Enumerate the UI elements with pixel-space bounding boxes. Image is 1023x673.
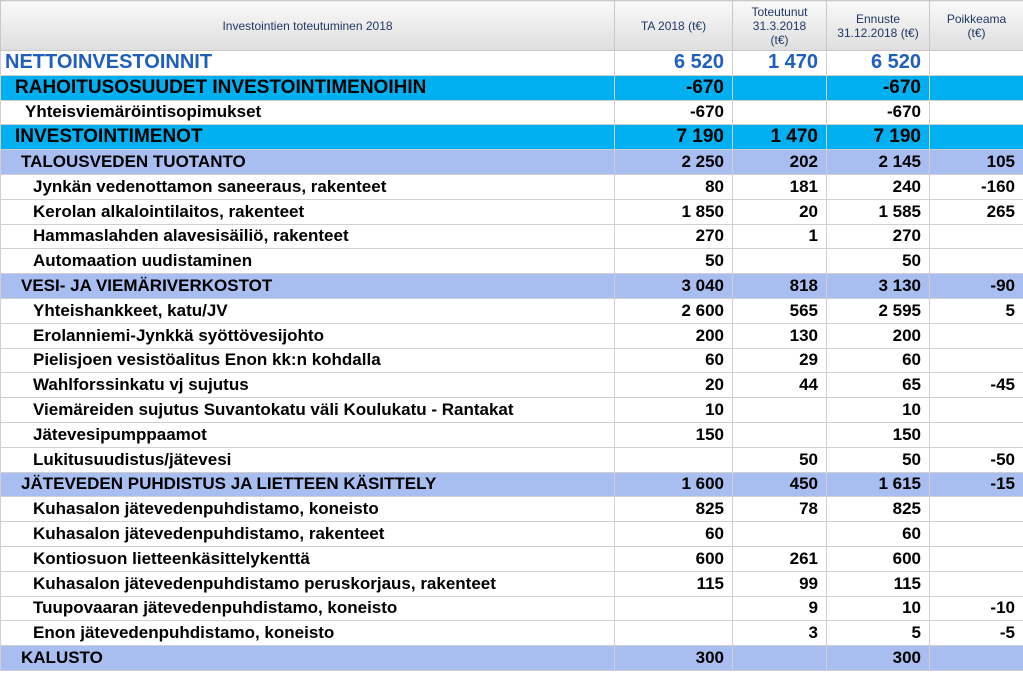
cell-toteutunut <box>733 398 827 423</box>
cell-ta-2018: 270 <box>615 224 733 249</box>
cell-toteutunut: 181 <box>733 174 827 199</box>
cell-ennuste: -670 <box>827 100 930 125</box>
cell-toteutunut: 20 <box>733 199 827 224</box>
row-label: Kerolan alkalointilaitos, rakenteet <box>1 199 615 224</box>
row-label: Lukitusuudistus/jätevesi <box>1 447 615 472</box>
cell-poikkeama <box>930 323 1023 348</box>
cell-toteutunut: 99 <box>733 571 827 596</box>
row-label: TALOUSVEDEN TUOTANTO <box>1 150 615 175</box>
cell-ennuste: 7 190 <box>827 125 930 150</box>
table-row-item <box>1 447 1023 472</box>
cell-poikkeama: -90 <box>930 274 1023 299</box>
table-row-total <box>1 51 1023 76</box>
cell-poikkeama <box>930 571 1023 596</box>
table-row-item <box>1 348 1023 373</box>
row-label: KALUSTO <box>1 646 615 671</box>
cell-poikkeama <box>930 100 1023 125</box>
cell-toteutunut: 3 <box>733 621 827 646</box>
cell-toteutunut: 1 470 <box>733 51 827 76</box>
cell-ta-2018: 115 <box>615 571 733 596</box>
cell-toteutunut <box>733 249 827 274</box>
cell-ta-2018: 60 <box>615 522 733 547</box>
cell-ennuste: 200 <box>827 323 930 348</box>
cell-ta-2018: 825 <box>615 497 733 522</box>
table-row-item <box>1 199 1023 224</box>
cell-poikkeama: -10 <box>930 596 1023 621</box>
cell-toteutunut: 202 <box>733 150 827 175</box>
cell-poikkeama <box>930 422 1023 447</box>
row-label: VESI- JA VIEMÄRIVERKOSTOT <box>1 274 615 299</box>
cell-poikkeama <box>930 646 1023 671</box>
row-label: Tuupovaaran jätevedenpuhdistamo, koneisto <box>1 596 615 621</box>
header-toteutunut-line2: 31.3.2018 <box>752 18 807 33</box>
cell-ennuste: 65 <box>827 373 930 398</box>
table-row-item <box>1 373 1023 398</box>
table-row-major <box>1 125 1023 150</box>
row-label: Enon jätevedenpuhdistamo, koneisto <box>1 621 615 646</box>
header-ennuste-line2: 31.12.2018 (t€) <box>837 25 919 40</box>
header-ta-2018: TA 2018 (t€) <box>615 1 733 51</box>
header-poikkeama-line1: Poikkeama <box>946 11 1007 26</box>
cell-ta-2018: -670 <box>615 75 733 100</box>
row-label: Hammaslahden alavesisäiliö, rakenteet <box>1 224 615 249</box>
cell-ta-2018: -670 <box>615 100 733 125</box>
cell-ta-2018: 600 <box>615 546 733 571</box>
table-row-item <box>1 249 1023 274</box>
table-row-section <box>1 646 1023 671</box>
cell-poikkeama: 265 <box>930 199 1023 224</box>
cell-ennuste: 10 <box>827 596 930 621</box>
cell-ennuste: 300 <box>827 646 930 671</box>
cell-ennuste: 2 145 <box>827 150 930 175</box>
table-row-major <box>1 75 1023 100</box>
row-label: RAHOITUSOSUUDET INVESTOINTIMENOIHIN <box>1 75 615 100</box>
cell-poikkeama: 5 <box>930 298 1023 323</box>
row-label: Kuhasalon jätevedenpuhdistamo, koneisto <box>1 497 615 522</box>
cell-ennuste: 115 <box>827 571 930 596</box>
header-toteutunut-line3: (t€) <box>770 32 789 47</box>
cell-ennuste: 3 130 <box>827 274 930 299</box>
cell-toteutunut <box>733 646 827 671</box>
cell-poikkeama <box>930 51 1023 76</box>
cell-poikkeama: -45 <box>930 373 1023 398</box>
row-label: Automaation uudistaminen <box>1 249 615 274</box>
cell-poikkeama <box>930 546 1023 571</box>
table-row-section <box>1 274 1023 299</box>
cell-toteutunut: 44 <box>733 373 827 398</box>
header-ennuste <box>827 1 930 51</box>
cell-ennuste: 150 <box>827 422 930 447</box>
cell-ennuste: 2 595 <box>827 298 930 323</box>
cell-ta-2018: 50 <box>615 249 733 274</box>
row-label: Viemäreiden sujutus Suvantokatu väli Koulukatu - Rantakat <box>1 398 615 423</box>
row-label: Yhteishankkeet, katu/JV <box>1 298 615 323</box>
cell-ta-2018: 2 600 <box>615 298 733 323</box>
cell-ta-2018: 6 520 <box>615 51 733 76</box>
cell-ta-2018 <box>615 621 733 646</box>
row-label: Pielisjoen vesistöalitus Enon kk:n kohdalla <box>1 348 615 373</box>
cell-ta-2018 <box>615 447 733 472</box>
table-row-item <box>1 497 1023 522</box>
cell-poikkeama <box>930 224 1023 249</box>
cell-toteutunut <box>733 100 827 125</box>
cell-toteutunut: 565 <box>733 298 827 323</box>
cell-poikkeama <box>930 75 1023 100</box>
row-label: Kuhasalon jätevedenpuhdistamo peruskorjaus, rakenteet <box>1 571 615 596</box>
row-label: Yhteisviemäröintisopimukset <box>1 100 615 125</box>
cell-ennuste: 50 <box>827 447 930 472</box>
table-header <box>1 1 1023 51</box>
cell-ta-2018: 60 <box>615 348 733 373</box>
table-row-item <box>1 621 1023 646</box>
cell-toteutunut: 1 470 <box>733 125 827 150</box>
cell-poikkeama: 105 <box>930 150 1023 175</box>
cell-ta-2018 <box>615 596 733 621</box>
cell-ennuste: -670 <box>827 75 930 100</box>
cell-toteutunut: 818 <box>733 274 827 299</box>
cell-ta-2018: 300 <box>615 646 733 671</box>
row-label: Kontiosuon lietteenkäsittelykenttä <box>1 546 615 571</box>
cell-ennuste: 240 <box>827 174 930 199</box>
table-row-item <box>1 398 1023 423</box>
table-row-item <box>1 174 1023 199</box>
table-row-item <box>1 323 1023 348</box>
table-row-item <box>1 422 1023 447</box>
cell-ta-2018: 1 850 <box>615 199 733 224</box>
cell-ta-2018: 20 <box>615 373 733 398</box>
cell-toteutunut: 261 <box>733 546 827 571</box>
table-row-item <box>1 596 1023 621</box>
table-row-item <box>1 522 1023 547</box>
row-label: Jynkän vedenottamon saneeraus, rakenteet <box>1 174 615 199</box>
table-body <box>1 51 1023 671</box>
cell-ta-2018: 200 <box>615 323 733 348</box>
cell-ta-2018: 80 <box>615 174 733 199</box>
cell-ennuste: 10 <box>827 398 930 423</box>
header-title: Investointien toteutuminen 2018 <box>1 1 615 51</box>
cell-toteutunut <box>733 422 827 447</box>
cell-toteutunut: 9 <box>733 596 827 621</box>
cell-poikkeama: -5 <box>930 621 1023 646</box>
cell-ennuste: 1 585 <box>827 199 930 224</box>
row-label: Wahlforssinkatu vj sujutus <box>1 373 615 398</box>
cell-poikkeama <box>930 125 1023 150</box>
cell-poikkeama: -50 <box>930 447 1023 472</box>
row-label: Jätevesipumppaamot <box>1 422 615 447</box>
cell-ta-2018: 150 <box>615 422 733 447</box>
cell-ennuste: 600 <box>827 546 930 571</box>
row-label: Kuhasalon jätevedenpuhdistamo, rakenteet <box>1 522 615 547</box>
cell-ennuste: 6 520 <box>827 51 930 76</box>
cell-toteutunut: 130 <box>733 323 827 348</box>
table-row-section <box>1 150 1023 175</box>
cell-poikkeama <box>930 249 1023 274</box>
cell-ennuste: 270 <box>827 224 930 249</box>
table-row-item <box>1 571 1023 596</box>
table-row-item <box>1 546 1023 571</box>
cell-toteutunut: 78 <box>733 497 827 522</box>
cell-poikkeama: -15 <box>930 472 1023 497</box>
cell-poikkeama: -160 <box>930 174 1023 199</box>
cell-poikkeama <box>930 522 1023 547</box>
cell-ennuste: 825 <box>827 497 930 522</box>
row-label: INVESTOINTIMENOT <box>1 125 615 150</box>
cell-toteutunut: 29 <box>733 348 827 373</box>
cell-ennuste: 60 <box>827 522 930 547</box>
cell-poikkeama <box>930 398 1023 423</box>
header-toteutunut-line1: Toteutunut <box>751 4 808 19</box>
table-row-item <box>1 224 1023 249</box>
header-poikkeama <box>930 1 1023 51</box>
cell-toteutunut: 1 <box>733 224 827 249</box>
cell-ta-2018: 3 040 <box>615 274 733 299</box>
cell-ta-2018: 7 190 <box>615 125 733 150</box>
cell-toteutunut: 50 <box>733 447 827 472</box>
header-poikkeama-line2: (t€) <box>967 25 986 40</box>
cell-toteutunut <box>733 522 827 547</box>
cell-ennuste: 50 <box>827 249 930 274</box>
cell-toteutunut: 450 <box>733 472 827 497</box>
cell-ennuste: 1 615 <box>827 472 930 497</box>
row-label: NETTOINVESTOINNIT <box>1 51 615 76</box>
row-label: JÄTEVEDEN PUHDISTUS JA LIETTEEN KÄSITTELY <box>1 472 615 497</box>
row-label: Erolanniemi-Jynkkä syöttövesijohto <box>1 323 615 348</box>
cell-ta-2018: 2 250 <box>615 150 733 175</box>
header-ennuste-line1: Ennuste <box>855 11 901 26</box>
table-row-item <box>1 298 1023 323</box>
table-row-subitem <box>1 100 1023 125</box>
cell-ta-2018: 10 <box>615 398 733 423</box>
cell-toteutunut <box>733 75 827 100</box>
cell-ennuste: 60 <box>827 348 930 373</box>
cell-poikkeama <box>930 497 1023 522</box>
cell-ennuste: 5 <box>827 621 930 646</box>
table-row-section <box>1 472 1023 497</box>
cell-poikkeama <box>930 348 1023 373</box>
header-toteutunut <box>733 1 827 51</box>
cell-ta-2018: 1 600 <box>615 472 733 497</box>
